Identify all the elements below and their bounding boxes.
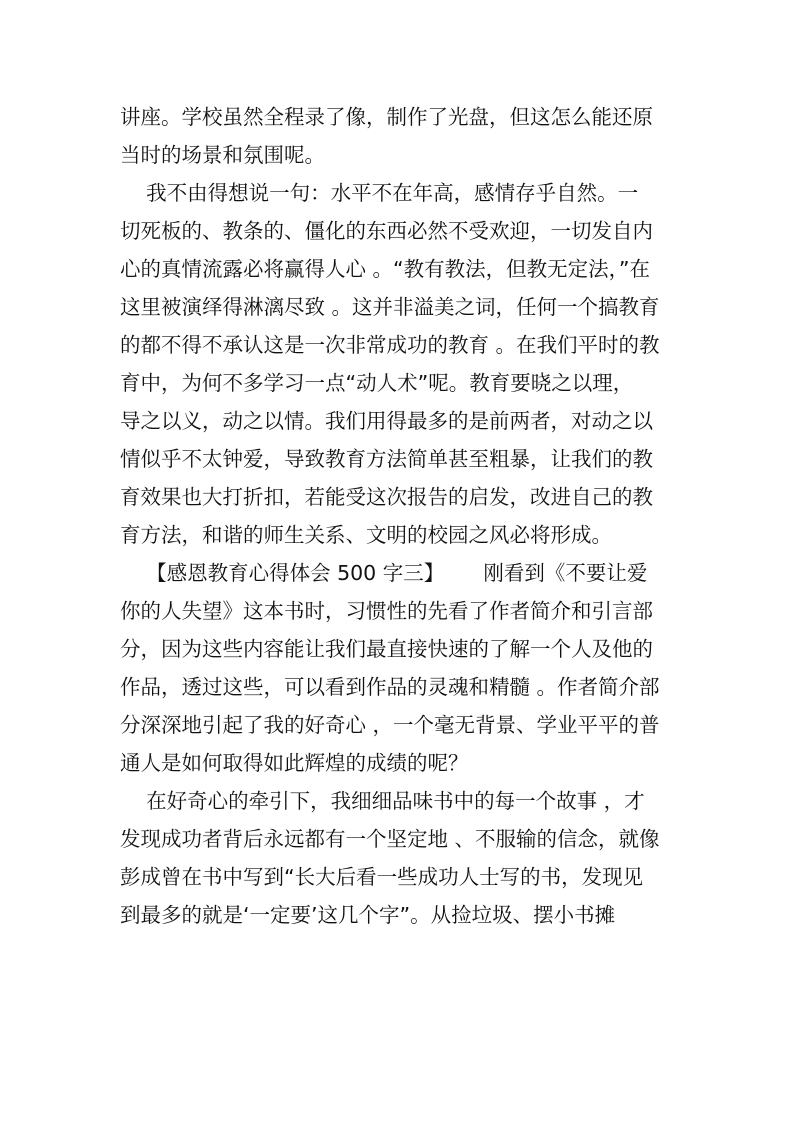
section-heading-line: 【感恩教育心得体会 500 字三】 刚看到《不要让爱 (120, 561, 648, 585)
text-line: 育方法，和谐的师生关系、文明的校园之风必将形成。 (120, 523, 612, 547)
text-line: 分深深地引起了我的好奇心 ，一个毫无背景、学业平平的普 (120, 713, 660, 737)
text-line: 情似乎不太钟爱，导致教育方法简单甚至粗暴，让我们的教 (120, 447, 653, 471)
text-line: 彭成曾在书中写到“长大后看一些成功人士写的书，发现见 (120, 865, 644, 889)
text-line: 这里被演绎得淋漓尽致 。这并非溢美之词，任何一个搞教育 (120, 295, 660, 319)
body-text (120, 98, 675, 934)
text-line: 切死板的、教条的、僵化的东西必然不受欢迎，一切发自内 (120, 219, 653, 243)
text-line: 育效果也大打折扣，若能受这次报告的启发，改进自己的教 (120, 485, 653, 509)
text-line: 导之以义，动之以情。我们用得最多的是前两者，对动之以 (120, 409, 653, 433)
text-line: 通人是如何取得如此辉煌的成绩的呢？ (120, 751, 469, 775)
text-line: 我不由得想说一句：水平不在年高，感情存乎自然。一 (120, 181, 639, 205)
text-line: 在好奇心的牵引下，我细细品味书中的每一个故事 ，才 (120, 789, 645, 813)
text-line: 育中，为何不多学习一点“动人术”呢。教育要晓之以理， (120, 371, 634, 395)
text-line: 心的真情流露必将赢得人心 。“教有教法，但教无定法，”在 (120, 257, 651, 281)
text-line: 到最多的就是‘一定要’这几个字”。从捡垃圾、摆小书摊 (120, 903, 616, 927)
text-line: 作品，透过这些，可以看到作品的灵魂和精髓 。作者简介部 (120, 675, 660, 699)
text-line: 分，因为这些内容能让我们最直接快速的了解一个人及他的 (120, 637, 653, 661)
text-line: 你的人失望》这本书时，习惯性的先看了作者简介和引言部 (120, 599, 653, 623)
text-line: 发现成功者背后永远都有一个坚定地 、不服输的信念，就像 (120, 827, 660, 851)
text-line: 当时的场景和氛围呢。 (120, 143, 325, 167)
text-line: 讲座。学校虽然全程录了像，制作了光盘，但这怎么能还原 (120, 105, 653, 129)
text-line: 的都不得不承认这是一次非常成功的教育 。在我们平时的教 (120, 333, 660, 357)
